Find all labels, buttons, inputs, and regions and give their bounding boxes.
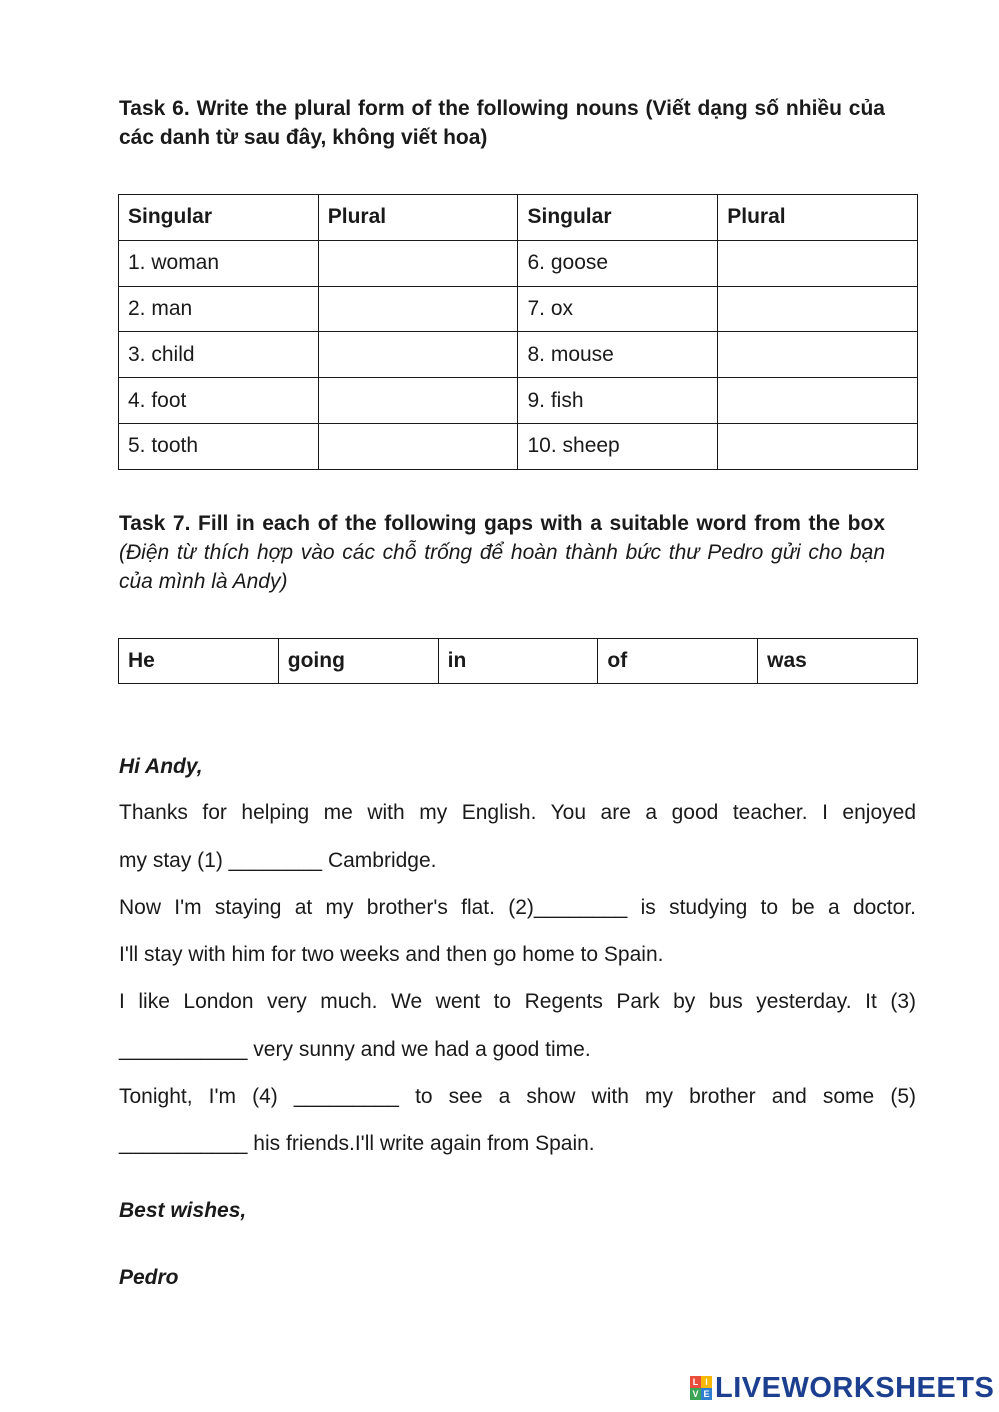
task7-heading (119, 509, 885, 596)
word-box-item: was (758, 639, 918, 684)
task7-instruction: (Điện từ thích hợp vào các chỗ trống để hoàn thành bức thư Pedro gửi cho bạn của mình là Andy) (119, 541, 885, 593)
logo-mark-letter: V (690, 1388, 701, 1400)
logo-mark-letter: I (701, 1376, 712, 1388)
letter-line-1: Thanks for helping me with my English. You are a good teacher. I enjoyed (119, 801, 916, 824)
logo-mark-letter: E (701, 1388, 712, 1400)
plural-answer-cell[interactable] (718, 332, 918, 378)
task6-heading (119, 94, 885, 152)
word-box-item: He (119, 639, 279, 684)
header-singular-2: Singular (518, 195, 718, 241)
table-row (119, 423, 918, 469)
header-plural-2: Plural (718, 195, 918, 241)
singular-cell: 1. woman (119, 240, 319, 286)
letter-line-5: I like London very much. We went to Regents Park by bus yesterday. It (3) (119, 990, 916, 1013)
logo-mark-icon (690, 1376, 712, 1400)
table-row (119, 240, 918, 286)
word-box-item: of (598, 639, 758, 684)
task7-title: Task 7. Fill in each of the following gaps with a suitable word from the box (119, 512, 885, 535)
singular-cell: 8. mouse (518, 332, 718, 378)
letter-line-2: my stay (1) ________ Cambridge. (119, 849, 437, 872)
letter-closing: Best wishes, (119, 1199, 247, 1222)
word-box (118, 638, 918, 684)
letter-line-7: Tonight, I'm (4) _________ to see a show with my brother and some (5) (119, 1085, 916, 1108)
plural-nouns-table (118, 194, 918, 470)
singular-cell: 5. tooth (119, 423, 319, 469)
singular-cell: 9. fish (518, 378, 718, 424)
table-row (119, 286, 918, 332)
letter-signature: Pedro (119, 1266, 179, 1289)
letter-line-3: Now I'm staying at my brother's flat. (2)________ is studying to be a doctor. (119, 896, 916, 919)
table-row (119, 332, 918, 378)
plural-answer-cell[interactable] (718, 240, 918, 286)
singular-cell: 2. man (119, 286, 319, 332)
word-box-item: in (438, 639, 598, 684)
header-singular-1: Singular (119, 195, 319, 241)
plural-answer-cell[interactable] (718, 423, 918, 469)
header-plural-1: Plural (318, 195, 518, 241)
liveworksheets-logo (690, 1372, 994, 1404)
word-box-item: going (278, 639, 438, 684)
singular-cell: 3. child (119, 332, 319, 378)
plural-answer-cell[interactable] (718, 286, 918, 332)
letter-line-8: ___________ his friends.I'll write again from Spain. (119, 1132, 595, 1155)
singular-cell: 6. goose (518, 240, 718, 286)
singular-cell: 4. foot (119, 378, 319, 424)
logo-text: LIVEWORKSHEETS (715, 1371, 995, 1404)
plural-answer-cell[interactable] (318, 332, 518, 378)
word-box-row (119, 639, 918, 684)
letter-greeting: Hi Andy, (119, 755, 203, 778)
plural-answer-cell[interactable] (318, 378, 518, 424)
letter-line-6: ___________ very sunny and we had a good time. (119, 1038, 591, 1061)
plural-answer-cell[interactable] (318, 286, 518, 332)
plural-answer-cell[interactable] (718, 378, 918, 424)
table-row (119, 378, 918, 424)
logo-mark-letter: L (690, 1376, 701, 1388)
plural-answer-cell[interactable] (318, 423, 518, 469)
table-header-row (119, 195, 918, 241)
task6-title: Task 6. Write the plural form of the following nouns (Viết dạng số nhiều của các danh từ sau đây, không viết hoa) (119, 97, 885, 149)
letter-line-4: I'll stay with him for two weeks and then go home to Spain. (119, 943, 664, 966)
singular-cell: 10. sheep (518, 423, 718, 469)
singular-cell: 7. ox (518, 286, 718, 332)
plural-answer-cell[interactable] (318, 240, 518, 286)
